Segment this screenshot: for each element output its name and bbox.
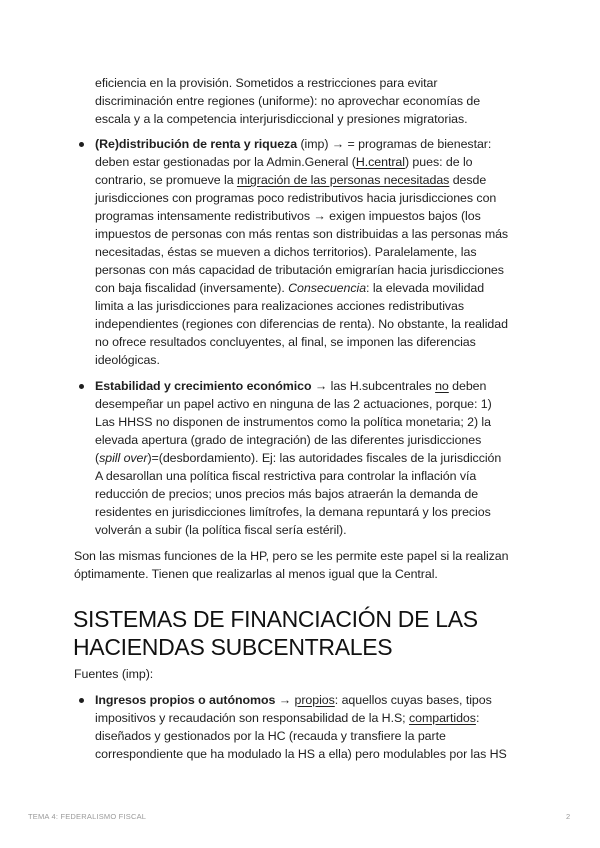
text-line: jurisdicciones con programas poco redistributivos hacia jurisdicciones con bbox=[95, 191, 497, 205]
section-heading: SISTEMAS DE FINANCIACIÓN DE LAS bbox=[73, 606, 478, 632]
bullet-point bbox=[79, 142, 84, 147]
underlined-term: no bbox=[435, 379, 449, 393]
text-line: eficiencia en la provisión. Sometidos a restricciones para evitar bbox=[95, 76, 438, 90]
bold-term: (Re)distribución de renta y riqueza bbox=[95, 137, 298, 151]
italic-term: Consecuencia bbox=[288, 281, 367, 295]
text-line: óptimamente. Tienen que realizarlas al menos igual que la Central. bbox=[74, 567, 438, 581]
text-line: independientes (regiones con diferencias de renta). No obstante, la realidad bbox=[95, 317, 508, 331]
text-line bbox=[95, 279, 484, 297]
bullet-point bbox=[79, 384, 84, 389]
text-line: diseñados y gestionados por la HC (recauda y transfiere la parte bbox=[95, 729, 446, 743]
text-line: no ofrece resultados concluyentes, al final, se imponen las diferencias bbox=[95, 335, 476, 349]
text-line: necesitadas, éstas se mueven a dichos territorios). Paralelamente, las bbox=[95, 245, 477, 259]
text-span: → bbox=[275, 693, 295, 707]
page-number: 2 bbox=[566, 812, 571, 821]
text-line: residentes en jurisdicciones limítrofes, la demana repuntará y los precios bbox=[95, 505, 491, 519]
underlined-term: compartidos bbox=[408, 711, 476, 725]
section-heading: HACIENDAS SUBCENTRALES bbox=[73, 634, 393, 660]
text-line bbox=[95, 171, 486, 189]
text-span: ) pues: de lo bbox=[404, 155, 473, 169]
underlined-term: migración de las personas necesitadas bbox=[236, 173, 450, 187]
text-line: discriminación entre regiones (uniforme): no aprovechar economías de bbox=[95, 94, 481, 108]
text-line: personas con más capacidad de tributación emigrarían hacia jurisdicciones bbox=[95, 263, 504, 277]
text-line: Son las mismas funciones de la HP, pero se les permite este papel si la realizan bbox=[74, 549, 509, 563]
text-line bbox=[95, 135, 491, 153]
text-span: con baja fiscalidad (inversamente). bbox=[95, 281, 289, 295]
text-line: programas intensamente redistributivos → exigen impuestos bajos (los bbox=[95, 209, 481, 223]
text-line bbox=[95, 377, 486, 395]
text-span: : aquellos cuyas bases, tipos bbox=[334, 693, 492, 707]
text-line: limita a las jurisdicciones para realizaciones acciones redistributivas bbox=[95, 299, 465, 313]
text-span: deben bbox=[448, 379, 487, 393]
text-line: A desarollan una política fiscal restrictiva para controlar la inflación vía bbox=[95, 469, 477, 483]
text-span: → las H.subcentrales bbox=[311, 379, 436, 393]
text-line: Las HHSS no disponen de instrumentos como la política monetaria; 2) la bbox=[95, 415, 491, 429]
text-line bbox=[95, 709, 479, 727]
bold-term: Ingresos propios o autónomos bbox=[95, 693, 276, 707]
text-line: desempeñar un papel activo en ninguna de las 2 actuaciones, porque: 1) bbox=[95, 397, 492, 411]
text-line: volverán a subir (la política fiscal sería estéril). bbox=[95, 523, 347, 537]
bullet-point bbox=[79, 698, 84, 703]
text-line bbox=[95, 153, 473, 171]
text-line bbox=[95, 691, 492, 709]
footer-title: TEMA 4: FEDERALISMO FISCAL bbox=[28, 812, 147, 821]
text-line: impuestos de personas con más rentas son distribuidas a las personas más bbox=[95, 227, 509, 241]
text-span: deben estar gestionadas por la Admin.General ( bbox=[95, 155, 356, 169]
text-span: impositivos y recaudación son responsabilidad de la H.S; bbox=[95, 711, 409, 725]
text-span: : bbox=[475, 711, 480, 725]
text-span: ( bbox=[95, 451, 100, 465]
text-line bbox=[95, 449, 501, 467]
text-line: correspondiente que ha modulado la HS a ella) pero modulables por las HS bbox=[95, 747, 507, 761]
text-line: elevada apertura (grado de integración) de las diferentes jurisdicciones bbox=[95, 433, 482, 447]
text-line: reducción de precios; unos precios más bajos atraerán la demanda de bbox=[95, 487, 479, 501]
underlined-term: propios bbox=[294, 693, 335, 707]
underlined-term: H.central bbox=[355, 155, 405, 169]
text-span: )=(desbordamiento). Ej: las autoridades fiscales de la jurisdicción bbox=[147, 451, 502, 465]
text-line: escala y a la competencia interjurisdiccional y presiones migratorias. bbox=[95, 112, 468, 126]
italic-term: spill over bbox=[99, 451, 148, 465]
text-span: contrario, se promueve la bbox=[95, 173, 237, 187]
text-span: (imp) → = programas de bienestar: bbox=[297, 137, 492, 151]
text-span: : la elevada movilidad bbox=[366, 281, 485, 295]
text-line: Fuentes (imp): bbox=[74, 667, 154, 681]
bold-term: Estabilidad y crecimiento económico bbox=[95, 379, 312, 393]
text-span: desde bbox=[449, 173, 487, 187]
text-line: ideológicas. bbox=[95, 353, 160, 367]
